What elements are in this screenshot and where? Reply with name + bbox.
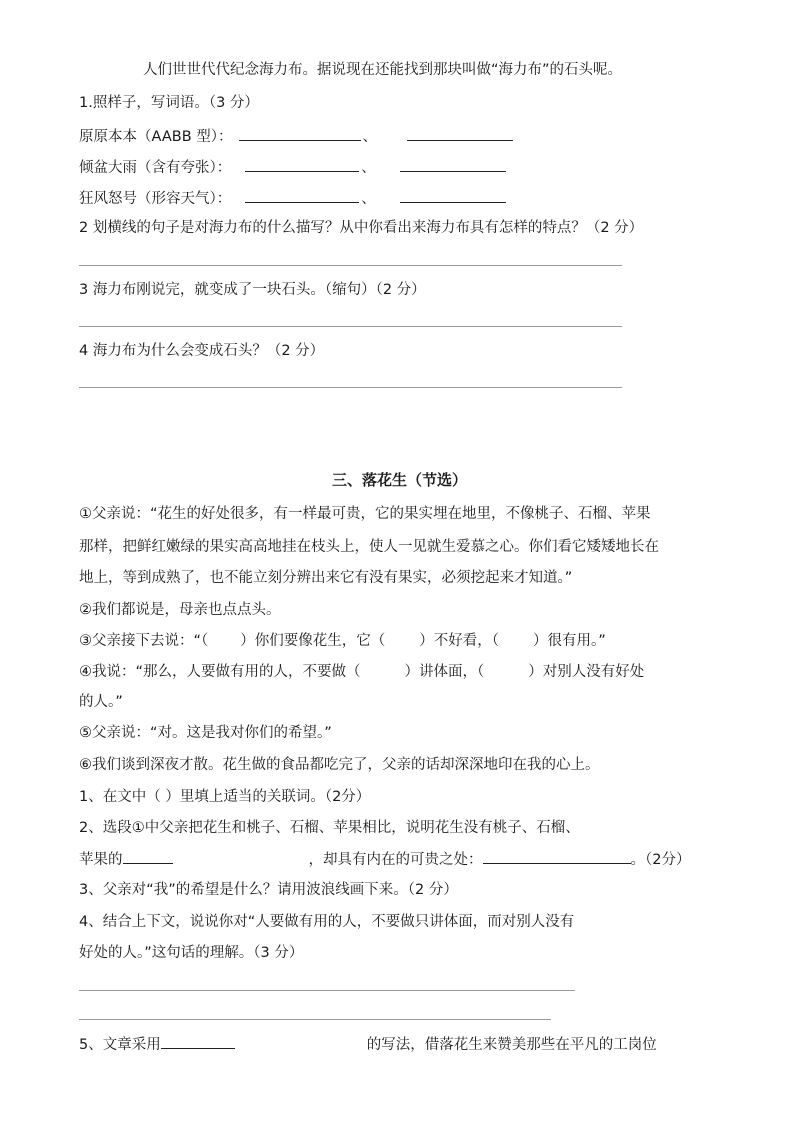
intro-sentence: 人们世世代代纪念海力布。据说现在还能找到那块叫做“海力布”的石头呢。 xyxy=(143,62,623,78)
answer-blank[interactable] xyxy=(161,1034,235,1049)
separator: 、 xyxy=(361,160,376,176)
separator: 、 xyxy=(362,129,377,145)
passage-para-1-line-2: 那样，把鲜红嫩绿的果实高高地挂在枝头上，使人一见就生爱慕之心。你们看它矮矮地长在 xyxy=(79,539,659,555)
para-3-text-c: ）不好看，（ xyxy=(419,633,500,649)
answer-blank[interactable] xyxy=(407,126,513,141)
para-4-text-a: ④我说：“那么，人要做有用的人，不要做（ xyxy=(79,664,361,680)
para-3-text-a: ③父亲接下去说：“（ xyxy=(79,633,209,649)
question-2: 2 划横线的句子是对海力布的什么描写？从中你看出来海力布具有怎样的特点？（2 分） xyxy=(79,220,644,236)
exercise-2-line-2 xyxy=(79,849,690,870)
para-3-text-b: ）你们要像花生，它（ xyxy=(240,633,386,649)
answer-blank[interactable] xyxy=(123,849,173,864)
passage-para-4-line-1 xyxy=(79,662,644,682)
passage-para-1-line-3: 地上，等到成熟了，也不能立刻分辨出来它有没有果实，必须挖起来才知道。” xyxy=(79,570,573,586)
answer-line[interactable] xyxy=(79,265,622,266)
answer-blank[interactable] xyxy=(245,157,359,172)
answer-blank[interactable] xyxy=(400,188,506,203)
question-1-prompt: 1.照样子，写词语。（3 分） xyxy=(79,95,259,111)
exercise-2-text-a: 苹果的 xyxy=(79,852,123,868)
passage-para-2: ②我们都说是，母亲也点点头。 xyxy=(79,602,281,618)
question-3: 3 海力布刚说完，就变成了一块石头。（缩句）（2 分） xyxy=(79,282,426,298)
exercise-5 xyxy=(79,1034,657,1055)
answer-line[interactable] xyxy=(79,387,622,388)
exercise-2-text-b: ，却具有内在的可贵之处： xyxy=(308,852,483,868)
passage-para-3 xyxy=(79,631,606,651)
passage-para-5: ⑤父亲说：“对。这是我对你们的希望。” xyxy=(79,725,332,741)
exercise-4-line-2: 好处的人。”这句话的理解。（3 分） xyxy=(79,945,304,961)
exercise-5-text-b: 的写法，借落花生来赞美那些在平凡的工岗位 xyxy=(366,1037,657,1053)
word-row-label: 原原本本（AABB 型）： xyxy=(79,129,233,145)
exercise-1: 1、在文中（ ）里填上适当的关联词。（2分） xyxy=(79,789,371,805)
word-row-2 xyxy=(79,157,506,178)
passage-para-6: ⑥我们谈到深夜才散。花生做的食品都吃完了，父亲的话却深深地印在我的心上。 xyxy=(79,757,600,773)
exercise-2-line-1: 2、选段①中父亲把花生和桃子、石榴、苹果相比，说明花生没有桃子、石榴、 xyxy=(79,820,580,836)
answer-line[interactable] xyxy=(79,1019,551,1020)
word-row-label: 狂风怒号（形容天气）： xyxy=(79,191,232,207)
passage-para-1-line-1: ①父亲说：“花生的好处很多，有一样最可贵，它的果实埋在地里，不像桃子、石榴、苹果 xyxy=(79,506,651,522)
para-4-text-c: ）对别人没有好处 xyxy=(528,664,645,680)
exercise-2-text-c: 。（2分） xyxy=(630,852,691,868)
exercise-4-line-1: 4、结合上下文，说说你对“人要做有用的人，不要做只讲体面，而对别人没有 xyxy=(79,914,575,930)
question-4: 4 海力布为什么会变成石头？（2 分） xyxy=(79,343,325,359)
answer-line[interactable] xyxy=(79,326,622,327)
section-title: 三、落花生（节选） xyxy=(332,471,468,489)
separator: 、 xyxy=(361,191,376,207)
para-3-text-d: ）很有用。” xyxy=(533,633,606,649)
exercise-5-text-a: 5、文章采用 xyxy=(79,1037,161,1053)
exercise-3: 3、父亲对“我”的希望是什么？请用波浪线画下来。（2 分） xyxy=(79,882,458,898)
word-row-3 xyxy=(79,188,506,209)
para-4-text-b: ）讲体面，（ xyxy=(404,664,485,680)
answer-blank[interactable] xyxy=(483,849,631,864)
answer-blank[interactable] xyxy=(245,188,359,203)
passage-para-4-line-2: 的人。” xyxy=(79,694,123,710)
word-row-label: 倾盆大雨（含有夸张）： xyxy=(79,160,232,176)
answer-blank[interactable] xyxy=(400,157,506,172)
word-row-1 xyxy=(79,126,513,147)
answer-line[interactable] xyxy=(79,990,575,991)
answer-blank[interactable] xyxy=(239,126,361,141)
